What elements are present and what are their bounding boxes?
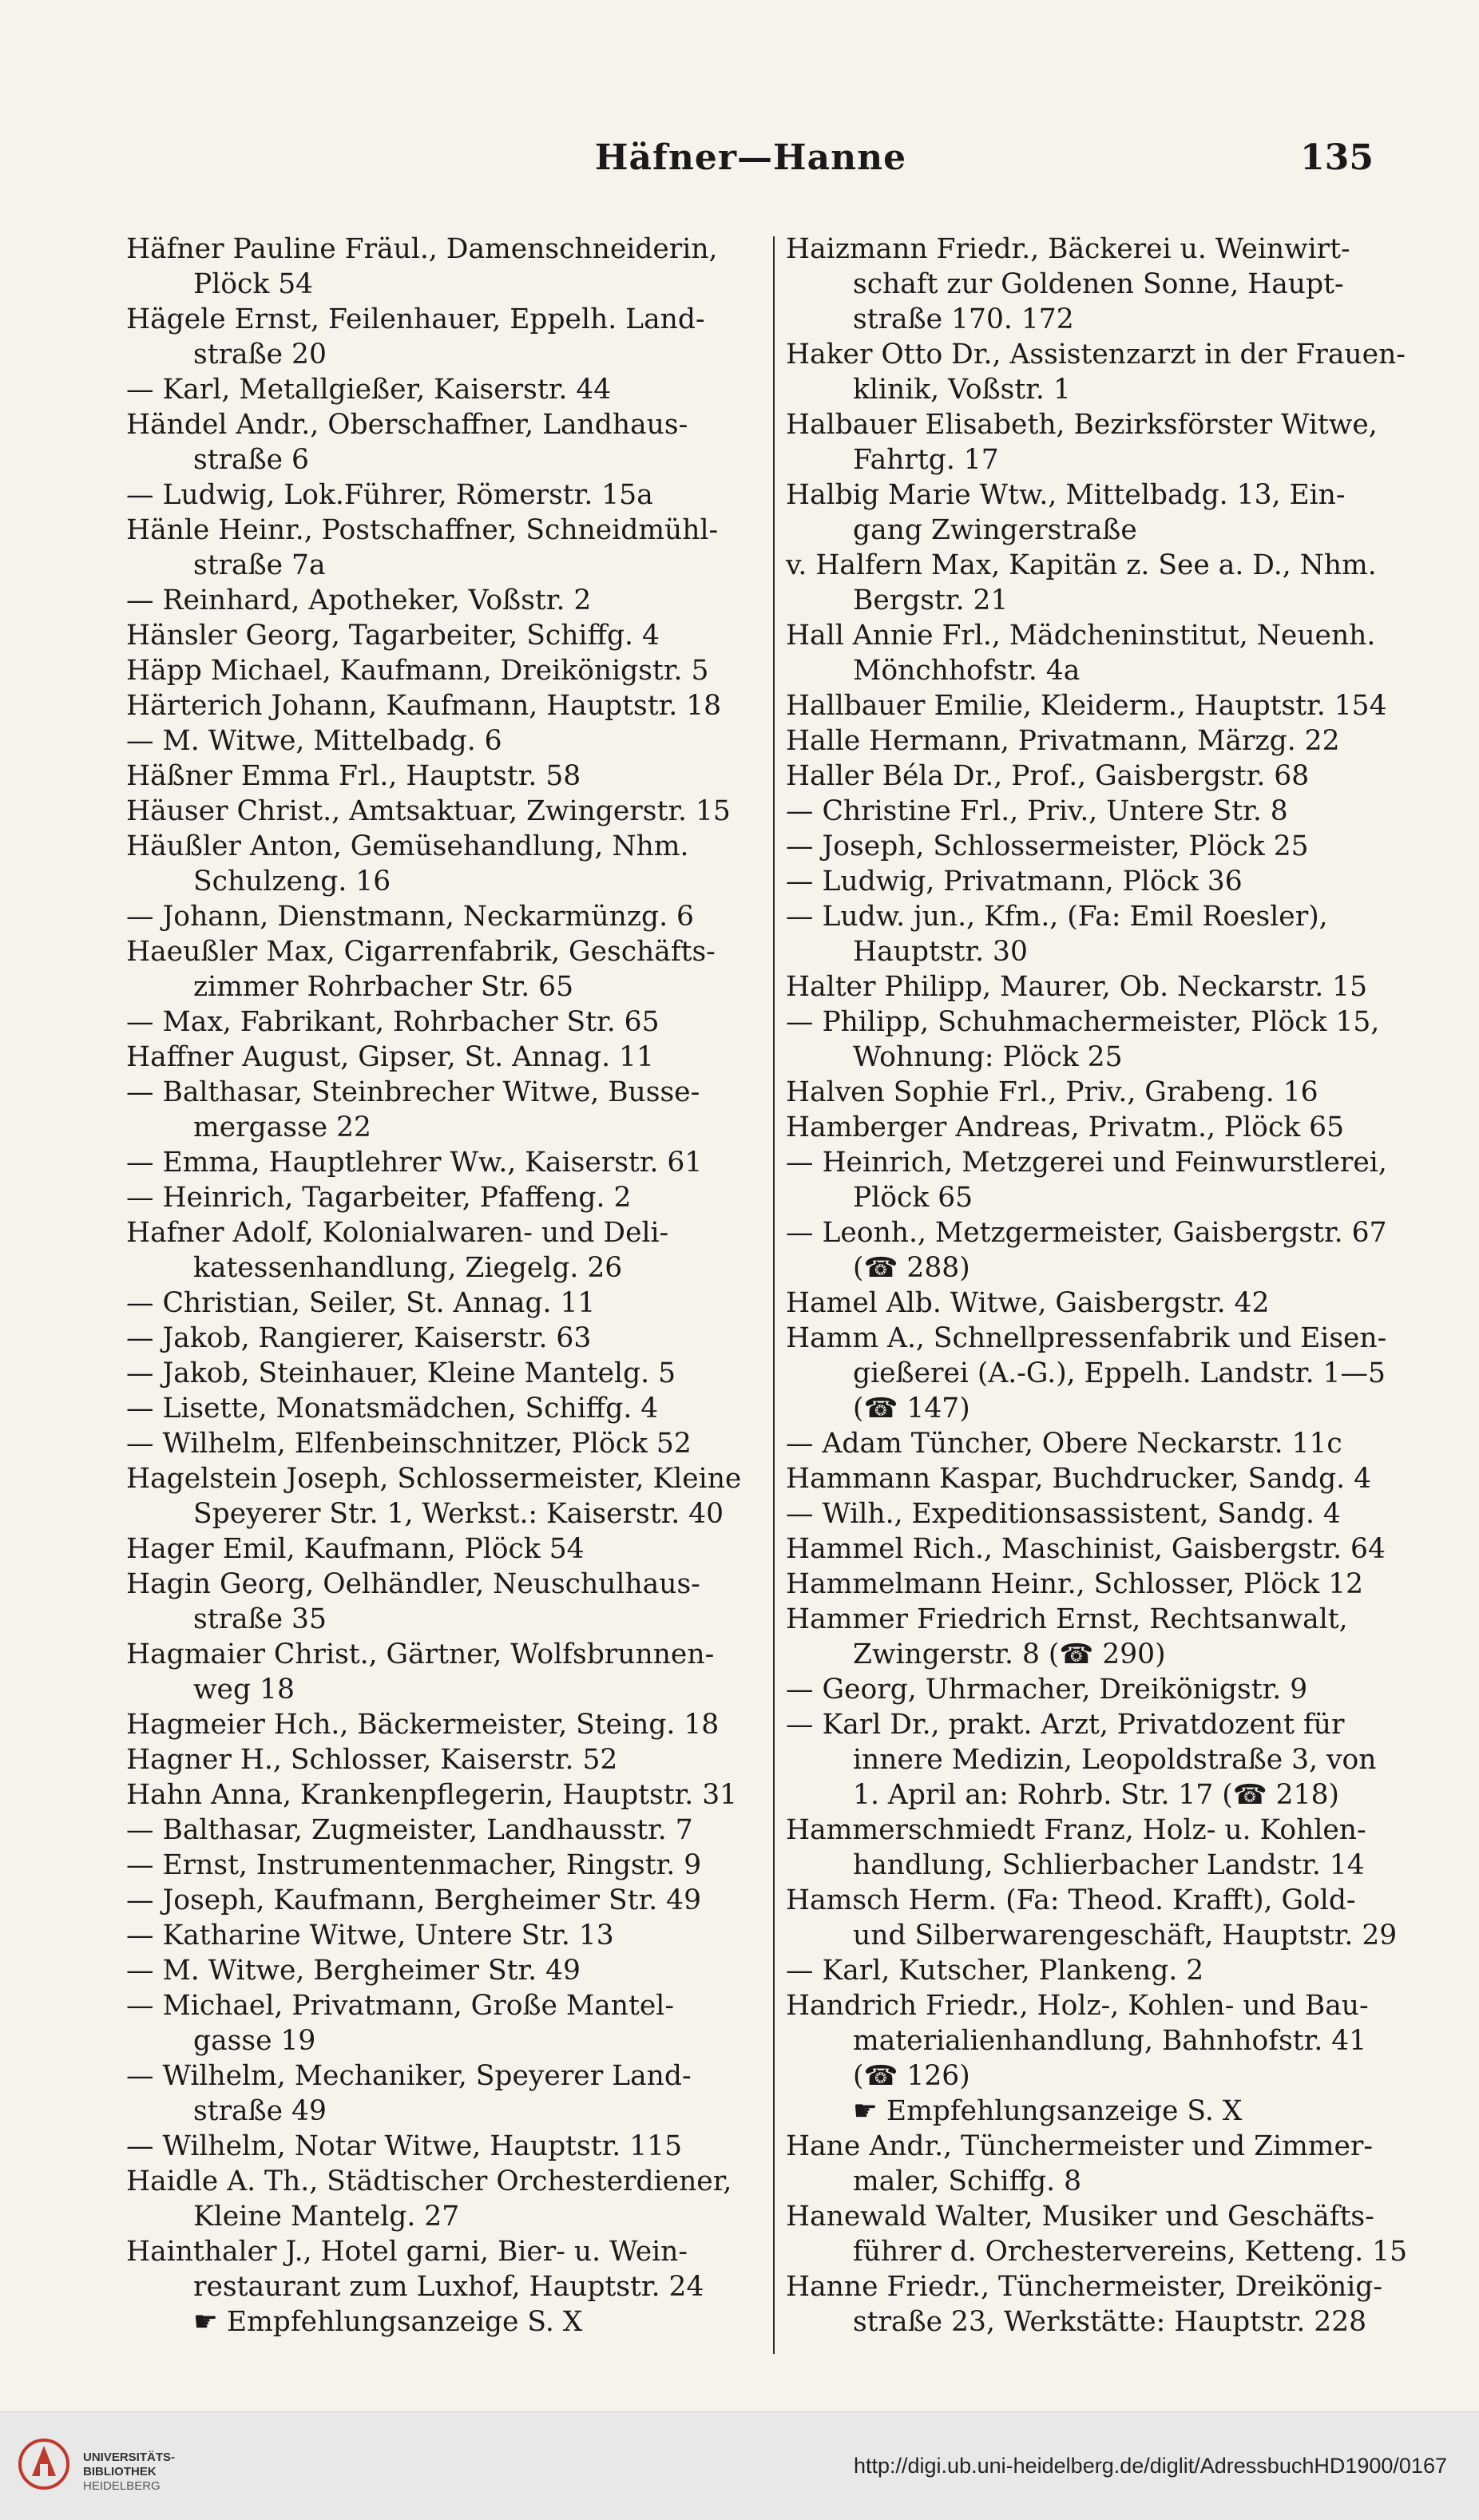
directory-entry-line: straße 170. 172	[853, 303, 1074, 335]
directory-entry-line: Mönchhofstr. 4a	[853, 655, 1081, 687]
directory-entry-line: Halle Hermann, Privatmann, Märzg. 22	[786, 725, 1340, 757]
directory-entry-line: Hafner Adolf, Kolonialwaren- und Deli-	[126, 1217, 669, 1249]
directory-entry-line: Haffner August, Gipser, St. Annag. 11	[126, 1041, 654, 1073]
directory-entry-line: Halbauer Elisabeth, Bezirksförster Witwe,	[786, 409, 1378, 441]
directory-entry-line: straße 6	[193, 444, 310, 476]
directory-entry-line: Hanne Friedr., Tünchermeister, Dreikönig-	[786, 2271, 1383, 2303]
directory-entry-line: Hall Annie Frl., Mädcheninstitut, Neuenh.	[786, 620, 1376, 652]
directory-entry-line: — Ludwig, Lok.Führer, Römerstr. 15a	[126, 479, 653, 511]
directory-entry-line: — Ludwig, Privatmann, Plöck 36	[786, 866, 1243, 897]
directory-entry-line: Hänsler Georg, Tagarbeiter, Schiffg. 4	[126, 620, 660, 652]
directory-entry-line: Halter Philipp, Maurer, Ob. Neckarstr. 15	[786, 971, 1368, 1003]
directory-entry-line: Hauptstr. 30	[853, 936, 1028, 968]
directory-entry-line: Haeußler Max, Cigarrenfabrik, Geschäfts-	[126, 936, 716, 968]
directory-entry-line: — Christian, Seiler, St. Annag. 11	[126, 1287, 596, 1319]
directory-entry-line: — M. Witwe, Bergheimer Str. 49	[126, 1955, 581, 1987]
directory-entry-line: handlung, Schlierbacher Landstr. 14	[853, 1849, 1365, 1881]
directory-entry-line: mergasse 22	[193, 1111, 371, 1143]
directory-entry-line: — Jakob, Steinhauer, Kleine Mantelg. 5	[126, 1357, 676, 1389]
directory-entry-line: Hammel Rich., Maschinist, Gaisbergstr. 64	[786, 1533, 1386, 1565]
directory-entry-line: — Wilhelm, Elfenbeinschnitzer, Plöck 52	[126, 1428, 692, 1460]
directory-entry-line: Hammelmann Heinr., Schlosser, Plöck 12	[786, 1568, 1364, 1600]
directory-entry-line: — Jakob, Rangierer, Kaiserstr. 63	[126, 1322, 592, 1354]
directory-entry-line: Hainthaler J., Hotel garni, Bier- u. Wein-	[126, 2236, 688, 2268]
library-name-line2: BIBLIOTHEK	[83, 2465, 157, 2478]
directory-entry-line: Kleine Mantelg. 27	[193, 2201, 460, 2233]
directory-entry-line: Hamm A., Schnellpressenfabrik und Eisen-	[786, 1322, 1387, 1354]
directory-entry-line: (☎ 126)	[853, 2060, 970, 2092]
directory-entry-line: — Wilhelm, Notar Witwe, Hauptstr. 115	[126, 2130, 683, 2162]
directory-entry-line: Hägele Ernst, Feilenhauer, Eppelh. Land-	[126, 303, 705, 335]
directory-entry-line: — Adam Tüncher, Obere Neckarstr. 11c	[786, 1428, 1342, 1460]
directory-entry-line: straße 35	[193, 1603, 327, 1635]
directory-entry-line: Häßner Emma Frl., Hauptstr. 58	[126, 760, 581, 792]
directory-entry-line: Haidle A. Th., Städtischer Orchesterdiener,	[126, 2165, 732, 2197]
directory-entry-line: Häuser Christ., Amtsaktuar, Zwingerstr. 15	[126, 795, 731, 827]
directory-entry-line: gasse 19	[193, 2025, 316, 2057]
directory-entry-line: Plöck 65	[853, 1182, 973, 1214]
directory-entry-line: Hagin Georg, Oelhändler, Neuschulhaus-	[126, 1568, 700, 1600]
directory-entry-line: Hammerschmiedt Franz, Holz- u. Kohlen-	[786, 1814, 1366, 1846]
directory-entry-line: Handrich Friedr., Holz-, Kohlen- und Bau-	[786, 1990, 1369, 2022]
directory-entry-line: Hanewald Walter, Musiker und Geschäfts-	[786, 2201, 1374, 2233]
directory-entry-line: gang Zwingerstraße	[853, 514, 1137, 546]
directory-entry-line: Plöck 54	[193, 268, 314, 300]
directory-entry-line: Häpp Michael, Kaufmann, Dreikönigstr. 5	[126, 655, 709, 687]
directory-entry-line: straße 20	[193, 339, 327, 370]
directory-entry-line: Händel Andr., Oberschaffner, Landhaus-	[126, 409, 688, 441]
directory-entry-line: — Georg, Uhrmacher, Dreikönigstr. 9	[786, 1674, 1308, 1706]
directory-entry-line: Fahrtg. 17	[853, 444, 999, 476]
library-name-line3: HEIDELBERG	[83, 2479, 161, 2493]
directory-entry-line: Hagner H., Schlosser, Kaiserstr. 52	[126, 1744, 618, 1776]
page-number: 135	[1300, 137, 1374, 178]
directory-entry-line: Hager Emil, Kaufmann, Plöck 54	[126, 1533, 585, 1565]
directory-entry-line: Hamberger Andreas, Privatm., Plöck 65	[786, 1111, 1345, 1143]
directory-entry-line: — Christine Frl., Priv., Untere Str. 8	[786, 795, 1288, 827]
directory-entry-line: Hammer Friedrich Ernst, Rechtsanwalt,	[786, 1603, 1348, 1635]
directory-entry-line: — Karl, Metallgießer, Kaiserstr. 44	[126, 374, 612, 406]
directory-entry-line: v. Halfern Max, Kapitän z. See a. D., Nhm.	[786, 549, 1377, 581]
directory-entry-line: schaft zur Goldenen Sonne, Haupt-	[853, 268, 1344, 300]
directory-entry-line: — Wilh., Expeditionsassistent, Sandg. 4	[786, 1498, 1341, 1530]
directory-entry-line: klinik, Voßstr. 1	[853, 374, 1071, 406]
directory-entry-line: gießerei (A.-G.), Eppelh. Landstr. 1—5	[853, 1357, 1386, 1389]
directory-entry-line: straße 7a	[193, 549, 326, 581]
directory-entry-line: Speyerer Str. 1, Werkst.: Kaiserstr. 40	[193, 1498, 724, 1530]
column-divider	[773, 236, 775, 2354]
directory-entry-line: — Karl Dr., prakt. Arzt, Privatdozent für	[786, 1709, 1345, 1741]
directory-entry-line: Halbig Marie Wtw., Mittelbadg. 13, Ein-	[786, 479, 1346, 511]
directory-entry-line: straße 23, Werkstätte: Hauptstr. 228	[853, 2306, 1367, 2338]
viewer-footer	[0, 2411, 1479, 2520]
directory-entry-line: Hagmeier Hch., Bäckermeister, Steing. 18	[126, 1709, 720, 1741]
source-url-link[interactable]: http://digi.ub.uni-heidelberg.de/diglit/AdressbuchHD1900/0167	[853, 2454, 1447, 2478]
directory-entry-line: Wohnung: Plöck 25	[853, 1041, 1123, 1073]
university-seal-icon	[16, 2428, 72, 2500]
library-name-line1: UNIVERSITÄTS-	[83, 2451, 176, 2464]
directory-entry-line: ☛ Empfehlungsanzeige S. X	[853, 2095, 1243, 2127]
directory-entry-line: Hane Andr., Tünchermeister und Zimmer-	[786, 2130, 1374, 2162]
directory-entry-line: weg 18	[193, 1674, 295, 1706]
directory-entry-line: innere Medizin, Leopoldstraße 3, von	[853, 1744, 1377, 1776]
directory-entry-line: — Joseph, Kaufmann, Bergheimer Str. 49	[126, 1884, 702, 1916]
directory-entry-line: — Max, Fabrikant, Rohrbacher Str. 65	[126, 1006, 660, 1038]
directory-entry-line: materialienhandlung, Bahnhofstr. 41	[853, 2025, 1367, 2057]
directory-entry-line: — Katharine Witwe, Untere Str. 13	[126, 1920, 614, 1951]
directory-entry-line: — M. Witwe, Mittelbadg. 6	[126, 725, 502, 757]
right-column	[786, 232, 1408, 2340]
directory-entry-line: Häußler Anton, Gemüsehandlung, Nhm.	[126, 830, 689, 862]
directory-entry-line: Härterich Johann, Kaufmann, Hauptstr. 18	[126, 690, 722, 722]
directory-entry-line: (☎ 288)	[853, 1252, 970, 1284]
directory-entry-line: Bergstr. 21	[853, 584, 1009, 616]
directory-entry-line: Haker Otto Dr., Assistenzarzt in der Frauen-	[786, 339, 1406, 370]
running-head: Häfner—Hanne	[594, 137, 907, 178]
directory-entry-line: straße 49	[193, 2095, 327, 2127]
directory-entry-line: Halven Sophie Frl., Priv., Grabeng. 16	[786, 1076, 1318, 1108]
directory-entry-line: maler, Schiffg. 8	[853, 2165, 1082, 2197]
directory-entry-line: Schulzeng. 16	[193, 866, 391, 897]
directory-entry-line: — Ludw. jun., Kfm., (Fa: Emil Roesler),	[786, 901, 1328, 933]
directory-entry-line: Haizmann Friedr., Bäckerei u. Weinwirt-	[786, 233, 1350, 265]
directory-entry-line: — Johann, Dienstmann, Neckarmünzg. 6	[126, 901, 694, 933]
directory-entry-line: — Heinrich, Tagarbeiter, Pfaffeng. 2	[126, 1182, 632, 1214]
directory-entry-line: Hammann Kaspar, Buchdrucker, Sandg. 4	[786, 1463, 1372, 1495]
directory-entry-line: Hagelstein Joseph, Schlossermeister, Kleine	[126, 1463, 742, 1495]
left-column	[126, 232, 765, 2340]
library-name	[83, 2451, 175, 2494]
directory-entry-line: — Leonh., Metzgermeister, Gaisbergstr. 67	[786, 1217, 1387, 1249]
directory-entry-line: Haller Béla Dr., Prof., Gaisbergstr. 68	[786, 760, 1310, 792]
directory-entry-line: — Wilhelm, Mechaniker, Speyerer Land-	[126, 2060, 692, 2092]
directory-entry-line: — Ernst, Instrumentenmacher, Ringstr. 9	[126, 1849, 702, 1881]
directory-entry-line: — Lisette, Monatsmädchen, Schiffg. 4	[126, 1393, 659, 1424]
directory-entry-line: — Philipp, Schuhmachermeister, Plöck 15,	[786, 1006, 1380, 1038]
directory-entry-line: — Michael, Privatmann, Große Mantel-	[126, 1990, 674, 2022]
directory-entry-line: Häfner Pauline Fräul., Damenschneiderin,	[126, 233, 718, 265]
directory-entry-line: — Balthasar, Zugmeister, Landhausstr. 7	[126, 1814, 693, 1846]
directory-entry-line: katessenhandlung, Ziegelg. 26	[193, 1252, 623, 1284]
directory-entry-line: ☛ Empfehlungsanzeige S. X	[193, 2306, 583, 2338]
directory-entry-line: Hagmaier Christ., Gärtner, Wolfsbrunnen-	[126, 1638, 715, 1670]
directory-entry-line: restaurant zum Luxhof, Hauptstr. 24	[193, 2271, 704, 2303]
directory-entry-line: und Silberwarengeschäft, Hauptstr. 29	[853, 1920, 1398, 1951]
directory-entry-line: Hänle Heinr., Postschaffner, Schneidmühl-	[126, 514, 719, 546]
directory-entry-line: — Karl, Kutscher, Plankeng. 2	[786, 1955, 1204, 1987]
directory-entry-line: — Emma, Hauptlehrer Ww., Kaiserstr. 61	[126, 1147, 703, 1179]
library-logo[interactable]	[16, 2428, 256, 2504]
directory-entry-line: Hamel Alb. Witwe, Gaisbergstr. 42	[786, 1287, 1270, 1319]
directory-entry-line: zimmer Rohrbacher Str. 65	[193, 971, 574, 1003]
directory-entry-line: Hallbauer Emilie, Kleiderm., Hauptstr. 154	[786, 690, 1387, 722]
page-header	[128, 137, 1374, 185]
directory-entry-line: Hamsch Herm. (Fa: Theod. Krafft), Gold-	[786, 1884, 1356, 1916]
directory-entry-line: — Joseph, Schlossermeister, Plöck 25	[786, 830, 1309, 862]
directory-entry-line: Hahn Anna, Krankenpflegerin, Hauptstr. 31	[126, 1779, 738, 1811]
directory-entry-line: — Balthasar, Steinbrecher Witwe, Busse-	[126, 1076, 700, 1108]
directory-entry-line: führer d. Orchestervereins, Ketteng. 15	[853, 2236, 1408, 2268]
directory-entry-line: (☎ 147)	[853, 1393, 970, 1424]
directory-entry-line: Zwingerstr. 8 (☎ 290)	[853, 1638, 1166, 1670]
directory-entry-line: — Reinhard, Apotheker, Voßstr. 2	[126, 584, 592, 616]
directory-entry-line: 1. April an: Rohrb. Str. 17 (☎ 218)	[853, 1779, 1339, 1811]
directory-entry-line: — Heinrich, Metzgerei und Feinwurstlerei,	[786, 1147, 1387, 1179]
